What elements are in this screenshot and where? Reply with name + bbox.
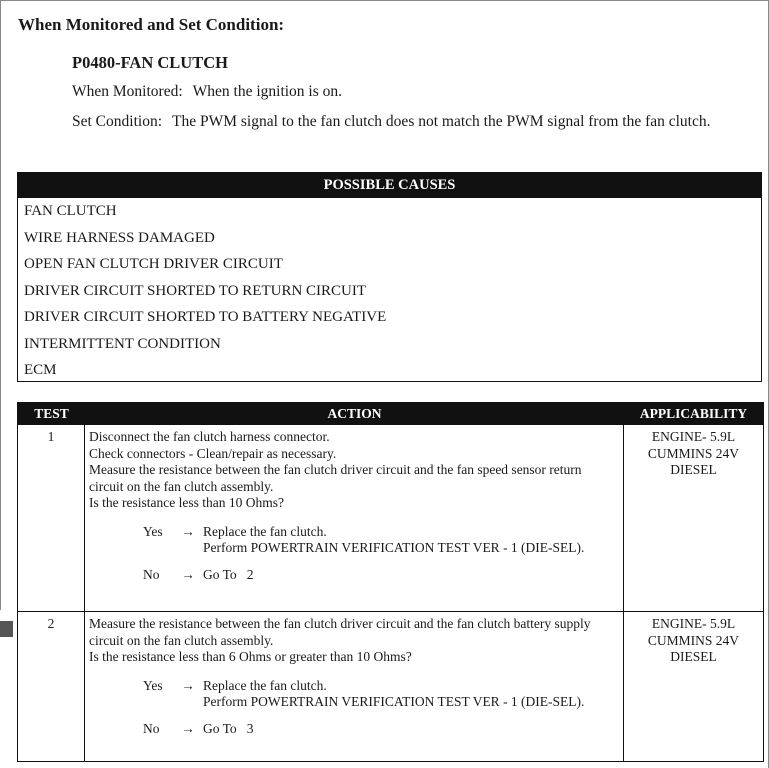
page-edge-tab	[0, 621, 13, 637]
action-line: Is the resistance less than 6 Ohms or greater than 10 Ohms?	[89, 649, 412, 664]
no-action: Go To 3	[203, 720, 254, 736]
test-action	[85, 425, 624, 611]
cause-item: WIRE HARNESS DAMAGED	[24, 229, 215, 246]
set-condition-text: The PWM signal to the fan clutch does not match the PWM signal from the fan clutch.	[172, 113, 711, 130]
arrow-icon: →	[181, 720, 195, 736]
set-condition	[72, 112, 768, 132]
cause-item: DRIVER CIRCUIT SHORTED TO RETURN CIRCUIT	[24, 282, 367, 299]
possible-causes-table	[17, 172, 762, 382]
applicability-line: CUMMINS 24V	[647, 445, 740, 461]
test-action	[85, 612, 624, 762]
applicability-line: ENGINE- 5.9L	[651, 616, 736, 631]
arrow-icon: →	[181, 677, 195, 693]
set-condition-label: Set Condition:	[72, 113, 162, 130]
header-action: ACTION	[327, 406, 382, 421]
no-label: No	[143, 720, 160, 736]
monitored-label: When Monitored:	[72, 83, 183, 100]
applicability-line: DIESEL	[670, 649, 717, 664]
yes-result	[143, 678, 619, 711]
yes-action-line: Replace the fan clutch.	[203, 677, 327, 693]
cause-item: DRIVER CIRCUIT SHORTED TO BATTERY NEGATIVE	[24, 309, 387, 325]
test-row	[18, 424, 763, 611]
cause-item: INTERMITTENT CONDITION	[24, 335, 221, 352]
cause-item: ECM	[24, 362, 57, 378]
no-action: Go To 2	[203, 566, 254, 582]
cause-item: OPEN FAN CLUTCH DRIVER CIRCUIT	[24, 256, 283, 272]
action-line: Disconnect the fan clutch harness connector.	[89, 429, 330, 444]
dtc-title: P0480-FAN CLUTCH	[72, 53, 228, 72]
test-number: 1	[18, 425, 85, 611]
test-table-header	[18, 403, 763, 424]
test-applicability	[624, 425, 763, 611]
no-result	[143, 721, 619, 738]
yes-action-line: Replace the fan clutch.	[203, 523, 327, 539]
action-line: Check connectors - Clean/repair as necessary.	[89, 445, 337, 461]
no-result	[143, 567, 619, 584]
test-row	[18, 611, 763, 762]
action-line: Is the resistance less than 10 Ohms?	[89, 495, 284, 510]
page-border-top	[0, 0, 769, 1]
yes-label: Yes	[143, 523, 163, 539]
test-number: 2	[18, 612, 85, 762]
test-action-table	[17, 402, 764, 762]
yes-action-line: Perform POWERTRAIN VERIFICATION TEST VER - 1 (DIE-SEL).	[203, 694, 585, 709]
yes-action-line: Perform POWERTRAIN VERIFICATION TEST VER - 1 (DIE-SEL).	[203, 540, 585, 555]
header-applicability: APPLICABILITY	[639, 406, 748, 421]
test-applicability	[624, 612, 763, 762]
applicability-line: ENGINE- 5.9L	[651, 429, 736, 444]
arrow-icon: →	[181, 566, 195, 582]
section-heading: When Monitored and Set Condition:	[18, 15, 285, 34]
header-test: TEST	[34, 406, 69, 421]
possible-causes-header: POSSIBLE CAUSES	[18, 173, 761, 198]
monitored-text: When the ignition is on.	[192, 83, 343, 100]
applicability-line: DIESEL	[670, 462, 717, 477]
page-border-left	[0, 0, 1, 610]
action-line: Measure the resistance between the fan clutch driver circuit and the fan speed sensor return circuit on the fan clutch assembly.	[89, 462, 582, 494]
cause-item: FAN CLUTCH	[24, 203, 117, 219]
when-monitored	[72, 83, 342, 101]
action-line: Measure the resistance between the fan clutch driver circuit and the fan clutch battery supply circuit on the fan clutch assembly.	[89, 616, 591, 648]
yes-label: Yes	[143, 677, 163, 693]
arrow-icon: →	[181, 523, 195, 539]
applicability-line: CUMMINS 24V	[647, 632, 740, 648]
no-label: No	[143, 566, 160, 582]
yes-result	[143, 524, 619, 557]
